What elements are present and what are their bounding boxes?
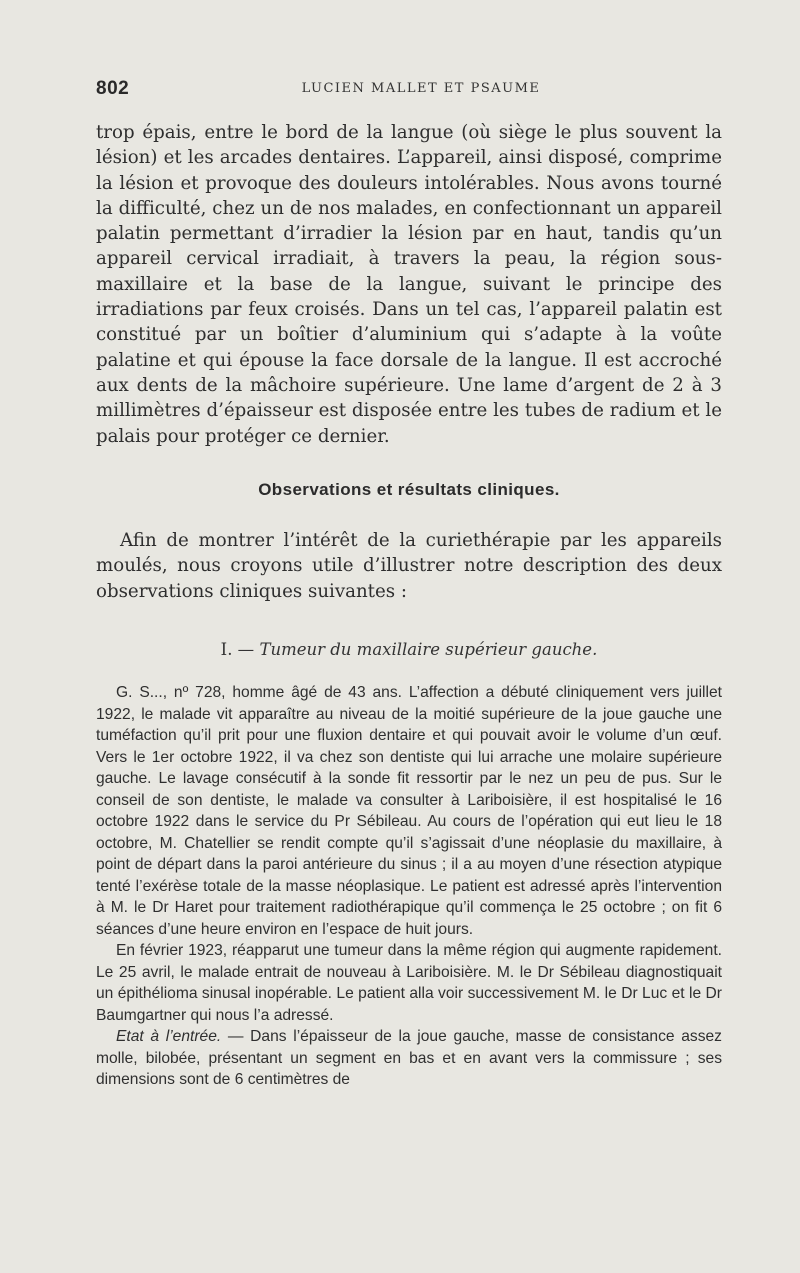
section-intro bbox=[96, 528, 722, 604]
case-paragraph-2: En février 1923, réapparut une tumeur dans la même région qui augmente rapidement. Le 25 avril, le malade entrait de nouveau à Lariboisière. M. le Dr Sébileau diagnostiquait un épithélioma sinusal inopérable. Le patient alla voir successivement M. le Dr Luc et le Dr Baumgartner qui nous l’a adressé. bbox=[96, 942, 722, 1024]
running-head: LUCIEN MALLET ET PSAUME bbox=[301, 81, 541, 96]
case-heading bbox=[96, 640, 722, 659]
case-number: I. — bbox=[220, 640, 255, 659]
case-paragraph-1: G. S..., nº 728, homme âgé de 43 ans. L’affection a débuté cliniquement vers juillet 1922, le malade vit apparaître au niveau de la moitié supérieure de la joue gauche une tuméfaction qu’il prit pour une fluxion dentaire et qui pouvait avoir le volume d’un œuf. Vers le 1er octobre 1922, il va chez son dentiste qui lui arrache une molaire supérieure gauche. Le lavage consécutif à la sonde fit ressortir par le nez un peu de pus. Sur le conseil de son dentiste, le malade va consulter à Lariboisière, il est hospitalisé le 16 octobre 1922 dans le service du Pr Sébileau. Au cours de l’opération qui eut lieu le 18 octobre, M. Chatellier se rendit compte qu’il s’agissait d’une néoplasie du maxillaire, à point de départ dans la paroi antérieure du sinus ; il a au moyen d’une résection atypique tenté l’exérèse totale de la masse néoplasique. Le patient est adressé après l’intervention à M. le Dr Haret pour traitement radiothérapique qu’il commença le 25 octobre ; on fit 6 séances d’une heure environ en l’espace de huit jours. bbox=[96, 684, 722, 938]
intro-text: Afin de montrer l’intérêt de la curiethérapie par les appareils moulés, nous croyons utile d’illustrer notre description des deux observations cliniques suivantes : bbox=[96, 530, 722, 602]
case-paragraph-3 bbox=[96, 1026, 722, 1091]
page-number: 802 bbox=[96, 78, 130, 99]
case-title: Tumeur du maxillaire supérieur gauche. bbox=[259, 640, 598, 659]
paragraph-text: trop épais, entre le bord de la langue (où siège le plus souvent la lésion) et les arcades dentaires. L’appareil, ainsi disposé, comprime la lésion et provoque des douleurs intolérables. Nous avons tourné la difficulté, chez un de nos malades, en confectionnant un appareil palatin permettant d’irradier la lésion par en haut, tandis qu’un appareil cervical irradiait, à travers la peau, la région sous-maxillaire et la base de la langue, suivant le principe des irradiations par feux croisés. Dans un tel cas, l’appareil palatin est constitué par un boîtier d’aluminium qui s’adapte à la voûte palatine et qui épouse la face dorsale de la langue. Il est accroché aux dents de la mâchoire supérieure. Une lame d’argent de 2 à 3 millimètres d’épaisseur est disposée entre les tubes de radium et le palais pour protéger ce dernier. bbox=[96, 122, 722, 447]
section-heading: Observations et résultats cliniques. bbox=[258, 480, 560, 499]
case-report bbox=[96, 682, 722, 1091]
case-paragraph-3-lead: Etat à l’entrée. bbox=[116, 1028, 222, 1045]
body-paragraph-continued bbox=[96, 120, 722, 449]
page-header bbox=[96, 78, 722, 102]
case-paragraph-3-text: — Dans l’épaisseur de la joue gauche, masse de consistance assez molle, bilobée, présentant un segment en bas et en avant vers la commissure ; ses dimensions sont de 6 centimètres de bbox=[96, 1028, 722, 1088]
